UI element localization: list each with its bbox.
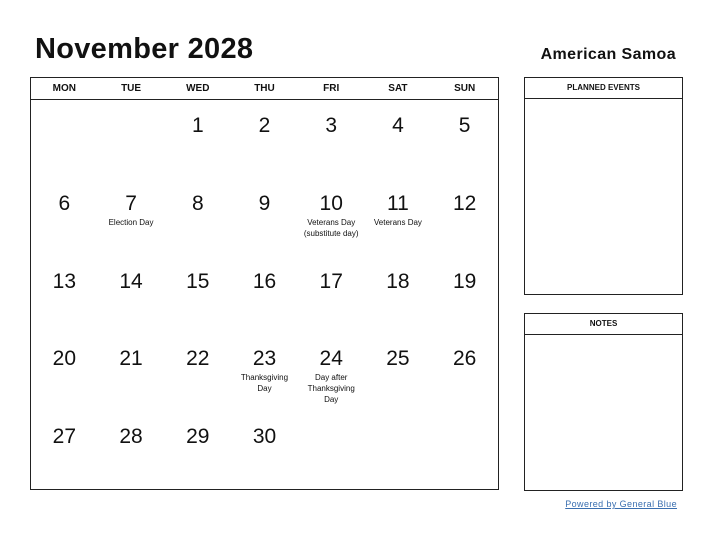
day-cell xyxy=(31,178,98,256)
day-cell xyxy=(98,256,165,334)
day-number: 15 xyxy=(186,269,210,293)
day-number: 6 xyxy=(58,191,71,215)
day-cell xyxy=(298,256,365,334)
holiday-label: Veterans Day xyxy=(373,217,422,227)
day-number: 21 xyxy=(119,347,143,371)
holiday-label: Thanksgiving xyxy=(307,384,355,394)
day-number: 19 xyxy=(452,269,477,293)
weekday-wed: WED xyxy=(186,83,210,94)
notes-panel xyxy=(524,313,683,491)
powered-by-link[interactable]: Powered by General Blue xyxy=(565,499,677,509)
day-cell xyxy=(31,411,98,489)
day-cell xyxy=(431,333,498,411)
day-cell xyxy=(98,411,165,489)
day-cell xyxy=(298,333,365,411)
day-number: 2 xyxy=(258,114,271,137)
day-cell xyxy=(298,178,365,256)
day-cell xyxy=(431,178,498,256)
day-number: 18 xyxy=(386,269,410,293)
day-cell xyxy=(98,333,165,411)
day-number: 29 xyxy=(186,425,210,449)
day-number: 5 xyxy=(458,114,471,137)
day-number: 20 xyxy=(52,347,77,371)
weekday-mon: MON xyxy=(52,83,77,94)
day-cell xyxy=(164,100,231,178)
day-number: 16 xyxy=(252,269,277,293)
day-cell xyxy=(365,178,432,256)
day-number: 11 xyxy=(387,191,409,215)
day-cell xyxy=(298,411,365,489)
day-cell xyxy=(98,178,165,256)
day-number: 3 xyxy=(325,114,338,137)
day-number: 8 xyxy=(191,191,204,215)
day-cell xyxy=(31,100,98,178)
day-cell xyxy=(231,256,298,334)
day-cell xyxy=(164,178,231,256)
day-cell xyxy=(231,333,298,411)
weekday-sat: SAT xyxy=(388,83,408,94)
day-events xyxy=(365,217,432,228)
day-cell xyxy=(98,100,165,178)
region-name: American Samoa xyxy=(540,46,676,63)
planned-events-panel xyxy=(524,77,683,295)
day-number: 28 xyxy=(119,425,143,449)
day-number: 17 xyxy=(319,269,343,293)
day-cell xyxy=(431,411,498,489)
month-calendar xyxy=(30,77,499,490)
day-events xyxy=(98,217,165,228)
day-cell xyxy=(231,178,298,256)
day-cell xyxy=(365,333,432,411)
day-cell xyxy=(298,100,365,178)
holiday-label: Day xyxy=(324,395,339,405)
planned-events-header: PLANNED EVENTS xyxy=(525,78,682,99)
weekday-sun: SUN xyxy=(454,83,476,94)
day-number: 22 xyxy=(186,347,210,371)
day-events xyxy=(298,372,365,405)
holiday-label: (substitute day) xyxy=(303,228,359,238)
holiday-label: Thanksgiving xyxy=(240,373,289,383)
day-number: 14 xyxy=(119,269,143,293)
day-cell xyxy=(431,100,498,178)
day-cell xyxy=(365,411,432,489)
holiday-label: Day xyxy=(257,384,272,394)
day-number: 10 xyxy=(319,191,343,215)
day-cell xyxy=(164,256,231,334)
day-number: 23 xyxy=(252,347,277,371)
day-number: 1 xyxy=(191,114,204,137)
day-number: 24 xyxy=(319,347,343,371)
weekday-header-row xyxy=(31,78,498,100)
day-events xyxy=(231,372,298,394)
day-number: 9 xyxy=(258,191,271,215)
day-number: 25 xyxy=(386,347,410,371)
day-number: 12 xyxy=(452,191,477,215)
day-cell xyxy=(231,100,298,178)
day-events xyxy=(298,217,365,239)
day-cell xyxy=(431,256,498,334)
day-number: 13 xyxy=(52,269,77,293)
day-cell xyxy=(365,100,432,178)
day-number: 27 xyxy=(52,425,77,449)
day-cell xyxy=(31,333,98,411)
day-cell xyxy=(164,411,231,489)
day-number: 30 xyxy=(252,425,277,449)
day-cell xyxy=(31,256,98,334)
notes-header: NOTES xyxy=(525,314,682,335)
calendar-title: November 2028 xyxy=(35,33,254,65)
day-number: 7 xyxy=(125,191,137,215)
weekday-tue: TUE xyxy=(121,83,142,94)
day-number: 4 xyxy=(392,114,404,137)
day-number: 26 xyxy=(452,347,477,371)
weekday-thu: THU xyxy=(254,83,275,94)
holiday-label: Veterans Day xyxy=(307,217,356,227)
day-cell xyxy=(164,333,231,411)
holiday-label: Day after xyxy=(314,373,348,383)
day-cell xyxy=(365,256,432,334)
calendar-grid xyxy=(31,100,498,489)
holiday-label: Election Day xyxy=(108,217,154,227)
day-cell xyxy=(231,411,298,489)
weekday-fri: FRI xyxy=(323,83,340,94)
